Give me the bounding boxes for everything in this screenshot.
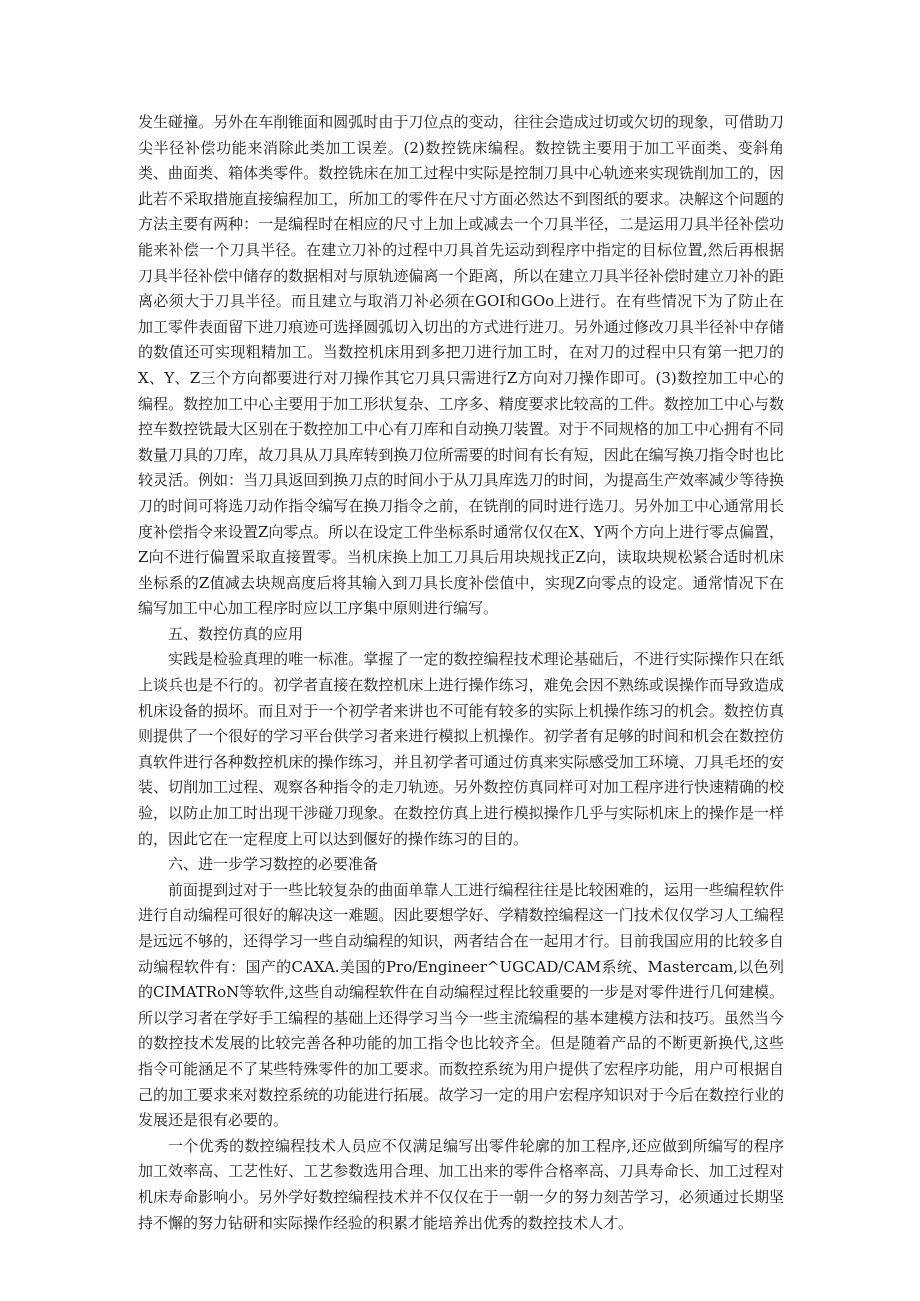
paragraph-auto-programming: 前面提到过对于一些比较复杂的曲面单靠人工进行编程往往是比较困难的，运用一些编程软件进行自动编程可很好的解决这一难题。因此要想学好、学精数控编程这一门技术仅仅学习人工编程是远远不够的，还得学习一些自动编程的知识，两者结合在一起用才行。目前我国应用的比较多自动编程软件有：国产的CAXA.美国的Pro/Engineer^UGCAD/CAM系统、Mastercam,以色列的CIMATRoN等软件,这些自动编程软件在自动编程过程比较重要的一步是对零件进行几何建模。所以学习者在学好手工编程的基础上还得学习当今一些主流编程的基本建模方法和技巧。虽然当今的数控技术发展的比较完善各种功能的加工指令也比较齐全。但是随着产品的不断更新换代,这些指令可能涵足不了某些特殊零件的加工要求。而数控系统为用户提供了宏程序功能，用户可根据自己的加工要求来对数控系统的功能进行拓展。故学习一定的用户宏程序知识对于今后在数控行业的发展还是很有必要的。 [138, 880, 785, 1130]
paragraph-conclusion: 一个优秀的数控编程技术人员应不仅满足编写出零件轮廓的加工程序,还应做到所编写的程序加工效率高、工艺性好、工艺参数选用合理、加工出来的零件合格率高、刀具寿命长、加工过程对机床寿命影响小。另外学好数控编程技术并不仅仅在于一朝一夕的努力刻苦学习，必须通过长期坚持不懈的努力钻研和实际操作经验的积累才能培养出优秀的数控技术人才。 [138, 1136, 784, 1232]
paragraph-cnc-simulation: 实践是检验真理的唯一标准。掌握了一定的数控编程技术理论基础后，不进行实际操作只在纸上谈兵也是不行的。初学者直接在数控机床上进行操作练习，难免会因不熟练或误操作而导致造成机床设备的损坏。而且对于一个初学者来讲也不可能有较多的实际上机操作练习的机会。数控仿真则提供了一个很好的学习平台供学习者来进行模拟上机操作。初学者有足够的时间和机会在数控仿真软件进行各种数控机床的操作练习，并且初学者可通过仿真来实际感受加工环境、刀具毛坯的安装、切削加工过程、观察各种指令的走刀轨迹。另外数控仿真同样可对加工程序进行快速精确的校验，以防止加工时出现干涉碰刀现象。在数控仿真上进行模拟操作几乎与实际机床上的操作是一样的，因此它在一定程度上可以达到偃好的操作练习的目的。 [138, 650, 784, 848]
document-body [138, 110, 784, 1236]
section-heading-cnc-simulation: 五、数控仿真的应用 [168, 624, 304, 643]
section-heading-further-study: 六、进一步学习数控的必要准备 [168, 855, 379, 874]
paragraph-cnc-milling-and-machining-center: 发生碰撞。另外在车削锥面和圆弧时由于刀位点的变动，往往会造成过切或欠切的现象，可借助刀尖半径补偿功能来消除此类加工误差。(2)数控铣床编程。数控铣主要用于加工平面类、变斜角类、曲面类、箱体类零件。数控铣床在加工过程中实际是控制刀具中心轨迹来实现铣削加工的，因此若不采取措施直接编程加工，所加工的零件在尺寸方面必然达不到图纸的要求。决解这个问题的方法主要有两种：一是编程时在相应的尺寸上加上或减去一个刀具半径，二是运用刀具半径补偿功能来补偿一个刀具半径。在建立刀补的过程中刀具首先运动到程序中指定的目标位置,然后再根据刀具半径补偿中储存的数据相对与原轨迹偏离一个距离，所以在建立刀具半径补偿时建立刀补的距离必须大于刀具半径。而且建立与取消刀补必须在GOI和GOo上进行。在有些情况下为了防止在加工零件表面留下进刀痕迹可选择圆弧切入切出的方式进行进刀。另外通过修改刀具半径补中存储的数值还可实现粗精加工。当数控机床用到多把刀进行加工时，在对刀的过程中只有第一把刀的X、Y、Z三个方向都要进行对刀操作其它刀具只需进行Z方向对刀操作即可。(3)数控加工中心的编程。数控加工中心主要用于加工形状复杂、工序多、精度要求比较高的工件。数控加工中心与数控车数控铣最大区别在于数控加工中心有刀库和自动换刀装置。对于不同规格的加工中心拥有不同数量刀具的刀库，故刀具从刀具库转到换刀位所需要的时间有长有短，因此在编写换刀指令时也比较灵活。例如：当刀具返回到换刀点的时间小于从刀具库选刀的时间，为提高生产效率减少等待换刀的时间可将选刀动作指令编写在换刀指令之前，在铣削的同时进行选刀。另外加工中心通常用长度补偿指令来设置Z向零点。所以在设定工件坐标系时通常仅仅在X、Y两个方向上进行零点偏置，Z向不进行偏置采取直接置零。当机床换上加工刀具后用块规找正Z向，读取块规松紧合适时机床坐标系的Z值减去块规高度后将其输入到刀具长度补偿值中，实现Z向零点的设定。通常情况下在编写加工中心加工程序时应以工序集中原则进行编写。 [138, 113, 785, 618]
